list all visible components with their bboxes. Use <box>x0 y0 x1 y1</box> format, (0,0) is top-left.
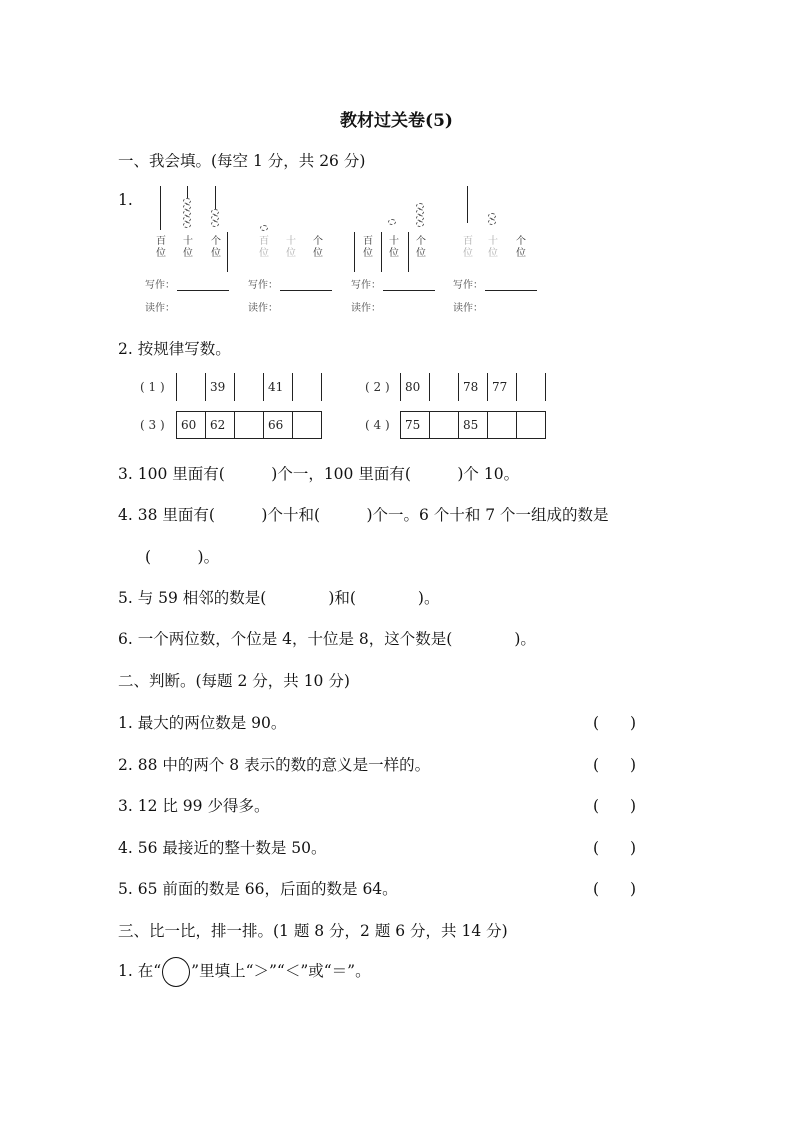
seq-cell[interactable] <box>429 373 458 401</box>
judge-answer-4[interactable]: ( ) <box>593 839 637 857</box>
section3-heading: 三、比一比，排一排。(1 题 8 分，2 题 6 分，共 14 分) <box>118 922 508 940</box>
seq-cell[interactable] <box>516 411 545 439</box>
judge-item-1: 1. 最大的两位数是 90。 <box>118 714 287 732</box>
seq-cell[interactable] <box>487 411 516 439</box>
seq-cell: 66 <box>268 418 284 432</box>
judge-item-4: 4. 56 最接近的整十数是 50。 <box>118 839 327 857</box>
seq-label-4: ( 4 ) <box>365 418 390 432</box>
seq-cell[interactable] <box>516 373 545 401</box>
judge-item-2: 2. 88 中的两个 8 表示的数的意义是一样的。 <box>118 756 431 774</box>
section1-heading: 一、我会填。(每空 1 分，共 26 分) <box>118 152 366 170</box>
q5-text: 5. 与 59 相邻的数是( )和( )。 <box>118 589 440 607</box>
hundreds-label: 百 位 <box>156 236 166 259</box>
hundreds-label: 百 位 <box>463 236 473 259</box>
judge-answer-3[interactable]: ( ) <box>593 797 637 815</box>
read-field-2[interactable]: 读作： <box>248 303 278 314</box>
abacus-1 <box>150 186 230 266</box>
seq-cell: 60 <box>181 418 197 432</box>
seq-cell[interactable] <box>176 373 205 401</box>
hundreds-label: 百 位 <box>363 236 373 259</box>
section3-q1: 1. 在“ ”里填上“＞”“＜”或“＝”。 <box>118 957 371 987</box>
seq-cell[interactable] <box>234 373 263 401</box>
seq-cell[interactable] <box>292 373 321 401</box>
seq-cell: 39 <box>210 380 226 394</box>
tens-label: 十 位 <box>488 236 498 259</box>
abacus-3 <box>352 186 432 266</box>
write-field-4[interactable]: 写作： <box>453 276 537 291</box>
seq-cell[interactable] <box>234 411 263 439</box>
q4-text-cont: ( )。 <box>145 548 220 566</box>
read-field-3[interactable]: 读作： <box>351 303 381 314</box>
read-field-1[interactable]: 读作： <box>145 303 175 314</box>
seq-cell: 78 <box>463 380 479 394</box>
write-field-1[interactable]: 写作： <box>145 276 229 291</box>
tens-label: 十 位 <box>183 236 193 259</box>
judge-answer-1[interactable]: ( ) <box>593 714 637 732</box>
q6-text: 6. 一个两位数，个位是 4，十位是 8，这个数是( )。 <box>118 630 536 648</box>
seq-cell: 75 <box>405 418 421 432</box>
seq-label-2: ( 2 ) <box>365 380 390 394</box>
judge-item-3: 3. 12 比 99 少得多。 <box>118 797 270 815</box>
judge-answer-2[interactable]: ( ) <box>593 756 637 774</box>
abacus-4 <box>455 186 535 266</box>
hundreds-label: 百 位 <box>259 236 269 259</box>
read-field-4[interactable]: 读作： <box>453 303 483 314</box>
write-field-2[interactable]: 写作： <box>248 276 332 291</box>
q4-text: 4. 38 里面有( )个十和( )个一。6 个十和 7 个一组成的数是 <box>118 506 609 524</box>
ones-label: 个 位 <box>211 236 221 259</box>
section2-heading: 二、判断。(每题 2 分，共 10 分) <box>118 672 350 690</box>
page-title: 教材过关卷(5) <box>340 111 453 131</box>
tens-label: 十 位 <box>389 236 399 259</box>
q2-text: 2. 按规律写数。 <box>118 340 231 358</box>
ones-label: 个 位 <box>313 236 323 259</box>
seq-cell: 85 <box>463 418 479 432</box>
seq-cell: 77 <box>492 380 508 394</box>
seq-label-3: ( 3 ) <box>140 418 165 432</box>
seq-cell: 62 <box>210 418 226 432</box>
write-field-3[interactable]: 写作： <box>351 276 435 291</box>
seq-label-1: ( 1 ) <box>140 380 165 394</box>
seq-cell: 41 <box>268 380 284 394</box>
compare-circle-icon <box>162 957 190 987</box>
ones-label: 个 位 <box>416 236 426 259</box>
q1-number: 1. <box>118 191 133 209</box>
tens-label: 十 位 <box>286 236 296 259</box>
q3-text: 3. 100 里面有( )个一，100 里面有( )个 10。 <box>118 465 520 483</box>
ones-label: 个 位 <box>516 236 526 259</box>
seq-cell[interactable] <box>429 411 458 439</box>
judge-answer-5[interactable]: ( ) <box>593 880 637 898</box>
seq-cell[interactable] <box>292 411 321 439</box>
judge-item-5: 5. 65 前面的数是 66，后面的数是 64。 <box>118 880 398 898</box>
abacus-2 <box>252 186 332 266</box>
seq-cell: 80 <box>405 380 421 394</box>
